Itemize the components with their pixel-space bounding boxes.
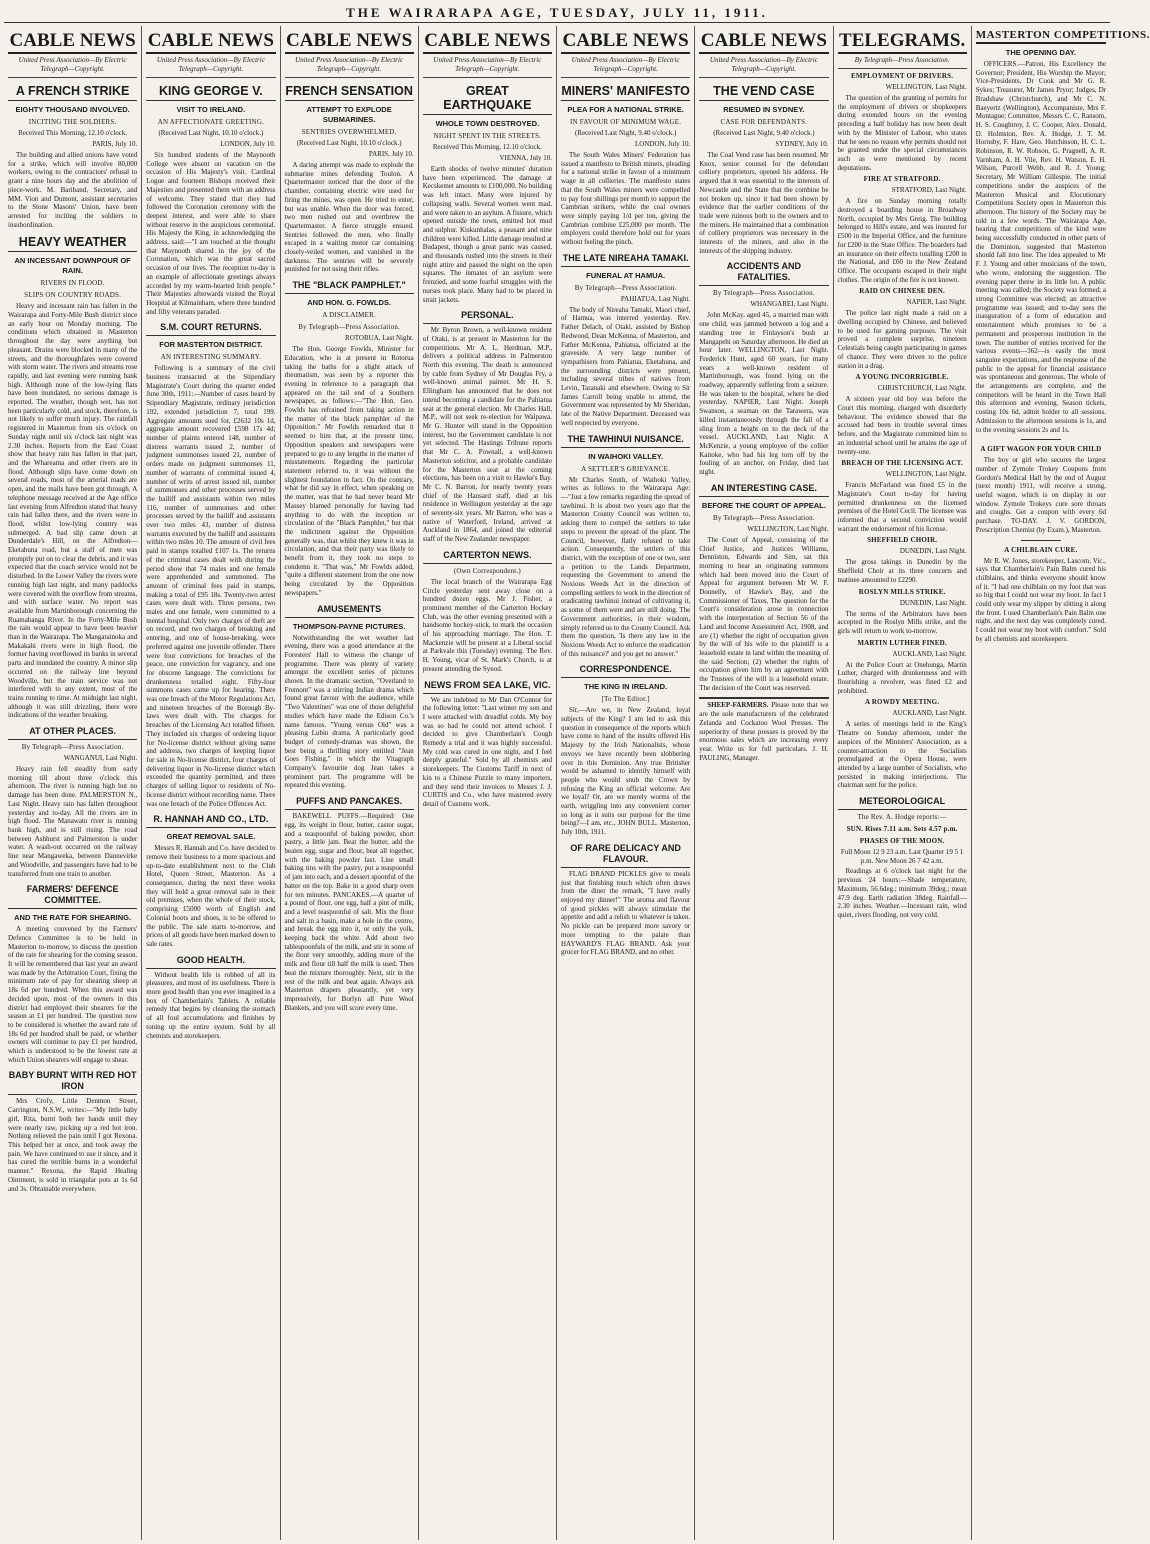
credit-line: By Telegraph—Press Association.: [712, 513, 815, 522]
headline: AN INTERESTING CASE.: [699, 483, 828, 497]
kicker: CASE FOR DEFENDANTS.: [720, 118, 808, 126]
headline: EMPLOYMENT OF DRIVERS.: [851, 72, 954, 80]
article-body: A sixteen year old boy was before the Court this morning, charged with disorderly behaviour. The evidence showed that the accused had been in trouble several times before, and the Magistrate committed him to an industrial school until he attains the age of twenty-one.: [837, 395, 967, 456]
column-6: [695, 26, 833, 1540]
column-1: [4, 26, 142, 1540]
dateline: STRATFORD, Last Night.: [891, 186, 967, 195]
article-body: Sir,—Are we, in New Zealand, loyal subjects of the King? I am led to ask this question in consequence of the reports which have come to hand of the insults offered His Majesty by the Irish Nationalists, whose envoys we have recently been slobbering over in this Dominion. Any true Britisher would be ashamed to identify himself with people who would snub the Crown by refusing the King an official welcome. Are we loyal? Or, are we merely worms of the earth, wriggling into any convenient corner so long as it suits our purpose for the time being?—I am, etc., JOHN BULL. Masterton, July 10th, 1911.: [561, 706, 691, 837]
headline: FRENCH SENSATION: [285, 84, 414, 101]
article-body: John McKay, aged 45, a married man with one child, was jammed between a log and a standing tree in Finlayson's bush at Mangapehi on Saturday afternoon. He died an hour later. WELLINGTON, Last Night. Frederick Hunt, aged 60 years, for many years a well-known resident of Martinborough, was found lying on the roadway, apparently suffering from a seizure. He was taken to the hospital, where he died yesterday. NAPIER, Last Night. Joseph Swanson, a seaman on the Tarawera, was killed instantaneously through the fall of a sling from a height on to the deck of the vessel. AUCKLAND, Last Night. A McKenzie, a young employee of the collier Kaitoke, who had his leg torn off by the fouling of an anchor, on Friday, died last night.: [699, 311, 829, 477]
article-body: Following is a summary of the civil business transacted at the Stipendiary Magistrate's Court during the quarter ended June 30th, 1911:—Number of cases heard by Stipendiary Magistrate, ordinary jurisdiction 192, extended jurisdiction 7, total 199. Aggregate amounts sued for, £2632 10s 1d, aggregate amount recovered £598 17s 4d; number of plaints entered 148, number of distress warrants issued 2, number of judgment summonses issued 21, number of orders made on judgment summonses 11, number of warrants of committal issued 4, number of writs of arrest issued nil, number of summonses and other processes served by the bailiff and assistants within two miles 116, number of summonses and other processes served by the bailiff and assistants over two miles 43, number of distress warrants executed by the bailiff and assistants within two miles 10. The amount of civil fees paid in stamps totalled £107 1s. The returns of the criminal cases dealt with during the period show that 74 males and one female were apprehended and summoned. The amount of criminal fees paid in stamps, making a total of £95 18s. Twenty-two arrest cases were dealt with. Three persons, two males and one female, were committed to a mental hospital. Only two charges of theft are on record, and two charges of breaking and entering, and one of house-breaking, were preferred against one juvenile offender. There were four convictions for breaches of the peace, one conviction for vagrancy, and one for obscene language. The convictions for drunkenness totalled eight. Fifty-four summons cases came up for hearing. There was one breach of the Motor Regulations Act, and nineteen breaches of the Borough By-laws were dealt with. The charges for breaches of the Licensing Act totalled fifteen. They included six charges of ordering liquor for No-license district without giving name and address, two charges of keeping liquor for sale in No-license district, four charges of delivering liquor in No-license district which exceeded the quantity permitted, and three charges of selling liquor to residents of No-license district without recording name. There was one breach of the Police Offences Act.: [146, 364, 276, 808]
received-time: (Received Last Night, 10.10 o'clock.): [296, 139, 402, 147]
credit-line: By Telegraph—Press Association.: [21, 743, 124, 752]
headline: BABY BURNT WITH RED HOT IRON: [8, 1070, 137, 1095]
article-body: Francis McFarland was fined £5 in the Magistrate's Court to-day for having permitted drunkenness on the licensed premises of the Hotel Cecil. The licensee was informed that a second conviction would warrant the endorsement of his license.: [837, 481, 967, 533]
headline: SHEFFIELD CHOIR.: [867, 536, 938, 545]
section-head: MASTERTON COMPETITIONS.: [976, 26, 1106, 44]
section-head: CABLE NEWS: [285, 26, 414, 54]
section-head: CABLE NEWS: [8, 26, 137, 54]
article-body: The Hon. George Fowlds, Minister for Education, who is at present in Rotorua taking the baths for a slight attack of rheumatism, was seen by a reporter this evening in reference to a paragraph that appeared on the tail end of a Southern newspaper, as follows:—"The Hon. Geo. Fowlds has refrained from taking action in the matter of the black pamphlet of the Opposition." Mr Fowlds remarked that it seemed to him that, at the present time, Opposition speakers and newspapers were prepared to go to any lengths in the matter of misstatements. Regarding the particular statement referred to, it was without the slightest foundation in fact. On the contrary, what he did say in effect, when speaking on the matter, was that he had never heard Mr Massey blamed personally for having had anything to do with the inception or circulation of the "Black Pamphlet," but that the indictment against the Opposition generally was, that whilst they knew it was in circulation, and that their party was likely to benefit from it, they took no steps to condemn it. "That was," Mr Fowlds added, "quite a different statement from the one now being circulated by the Opposition newspapers.": [284, 345, 414, 597]
section-head: CABLE NEWS: [561, 26, 690, 54]
masthead: THE WAIRARAPA AGE, TUESDAY, JULY 11, 1911.: [346, 5, 768, 20]
headline: A ROWDY MEETING.: [864, 698, 940, 707]
article-body: The Coal Vend case has been resumed. Mr Knox, senior counsel for the defendant colliery proprietors, opened his address. He argued that it was essential to the interests of Newcastle and the State that the combine be not broken up, since it had been shown by evidence that the earlier conditions of the trade were ruinous both to the owners and to the miners. He maintained that a combination of colliery proprietors was necessary in the interests of the miners, and also in the interests of the shipping industry.: [699, 151, 829, 255]
article-body: Mrs Crofy, Little Denmon Street, Carrington, N.S.W., writes:—"My little baby girl, Rita, burnt both her hands until they were nearly raw, picking up a red hot iron. Nothing relieved the pain until I got Rexona. This helped her at once, and took away the pain. We have continued to use it since, and it has cured the terrible burns in a wonderful manner." Rexona, the Rapid Healing Ointment, is sold in triangular pots at 1s 6d and 3s. Obtainable everywhere.: [8, 1097, 138, 1193]
kicker: INCITING THE SOLDIERS.: [28, 118, 117, 126]
article-body: Without health life is robbed of all its pleasures, and most of its usefulness. There is more good health than you ever imagined in a box of Chamberlain's Tablets. A reliable remedy that begins by cleansing the stomach of all foul accumulations and finishes by toning up the entire system. Sold by all chemists and storekeepers.: [146, 970, 276, 1040]
article-body: Heavy rain fell steadily from early morning till about three o'clock this afternoon. The river is running high but no damage has been done. PALMERSTON N., Last Night. Heavy rain has fallen throughout yesterday and to-day. All the rivers are in high flood. The Manawatu river is running bank high, and is still rising. The road between Ashhurst and Palmerston is under water. A wash-out occurred on the railway line near Mangaweka, between Dannevirke and Woodville, and passengers have had to be transferred from one train to another.: [8, 765, 138, 878]
received-time: Received This Morning, 12.10 o'clock.: [432, 143, 542, 151]
dateline: WELLINGTON, Last Night.: [885, 83, 967, 91]
headline: THE TAWHINUI NUISANCE.: [561, 434, 690, 448]
article-body: The police last night made a raid on a dwelling occupied by Chinese, and believed to be used for gaming purposes. The visit proved a complete surprise, nineteen Celestials being caught participating in games of chance. They were driven to the police station in a drag.: [837, 309, 967, 370]
article-body: Mr Charles Smith, of Waihoki Valley, writes as follows to the Wairarapa Age:—"Just a few remarks regarding the spread of tawhinui. It is about two years ago that the Masterton County Council was written to, asking them to compel the settlers to take steps to prevent the spread of the plant. The Council, however, flatly refused to take action. Consequently, the settlers of this district, with the exception of one or two, sent a petition to the Lands Department, requesting the Government to amend the Noxious Weeds Act in the direction of compelling settlers to work in the direction of eradicating tawhinui instead of cultivating it, as some of them were and are still doing. The Government authorities, in their wisdom, simply referred us to the County Council. Ask them the question, 'Is there any law in the Noxious Weeds Act to enforce the eradication of this nuisance?' and you get no answer.": [561, 475, 691, 658]
subhead: RESUMED IN SYDNEY.: [723, 105, 805, 114]
credit-line: By Telegraph—Press Association.: [838, 54, 967, 69]
subhead: WHOLE TOWN DESTROYED.: [435, 119, 540, 128]
dateline: DUNEDIN, Last Night.: [899, 598, 967, 607]
received-time: Received This Morning, 12.10 o'clock.: [18, 129, 128, 137]
subhead: PLEA FOR A NATIONAL STRIKE.: [567, 105, 684, 114]
dateline: PARIS, July 10.: [368, 150, 414, 158]
received-time: (Received Last Night, 10.10 o'clock.): [158, 129, 264, 137]
dateline: AUCKLAND, Last Night.: [892, 709, 967, 718]
kicker: RIVERS IN FLOOD.: [40, 279, 105, 288]
dateline: AUCKLAND, Last Night.: [892, 649, 967, 658]
article-body: FLAG BRAND PICKLES give to meals just that finishing touch which often draws from the diner the remark, "I have really enjoyed my dinner!" The aroma and flavour of good pickles will always stimulate the appetite and add a relish to whatever is taken. No pickle can be prepared more savory or more tempting to the palate than HAYWARD'S FLAG BRAND. Ask your grocer for FLAG BRAND, and no other.: [561, 869, 691, 957]
article-body: Notwithstanding the wet weather last evening, there was a good attendance at the Foresters' Hall to witness the change of programme. There was plenty of variety amongst the excellent series of pictures shown. In the dramatic section, "Overland to Fremont" was a stirring Indian drama which found great favour with the audience, while "Two Valentines" was one of those delightful studies which have made the Edison Co.'s name famous. "Young versus Old" was a pleasing Lubin drama. A particularly good budget of comedy-dramas was shown, the best being a thrilling story entitled "Jean Goes Fishing," in which the Vitagraph Company's favourite dog Jean takes a prominent part. The programme will be repeated this evening.: [284, 633, 414, 790]
article-body: We are indebted to Mr Dan O'Connor for the following letter: "Last winter my son and I were attacked with dreadful colds. My boy was so bad he could not attend school. I decided to give Chamberlain's Cough Remedy a trial and it was highly successful. My cold was cured in one night, and I feel deeply grateful." Sold by all chemists and storekeepers. The Customs Tariff in next of kin to a Chinese Puzzle to many importers, and they send their invoices to Messrs J. J. CURTIS and Co., who have mastered every detail of Customs work.: [422, 695, 552, 808]
credit-line: United Press Association—By Electric Telegraph—Copyright.: [146, 54, 275, 78]
dateline: DUNEDIN, Last Night.: [899, 547, 967, 556]
column-5: [557, 26, 695, 1540]
section-head: CABLE NEWS: [699, 26, 828, 54]
headline: GREAT EARTHQUAKE: [423, 84, 552, 115]
article-body: The body of Nireaha Tamaki, Maori chief, of Hamua, was interred yesterday. Rev. Father Delach, of Otaki, assisted by Bishop Redwood, Dean McKenna, of Masterton, and Father McKenna, Pahiatua, officiated at the graveside. A very large number of sympathisers from Pahiatua, Eketahuna, and the surrounding districts were present, including several tribes of natives from Levin, Taranaki and elsewhere. Owing to Sir James Carroll being unable to attend, the Government was represented by Mr Sheridan, late of the Native Department. Deceased was well respected by everyone.: [561, 305, 691, 427]
headline: AT OTHER PLACES.: [8, 726, 137, 740]
dateline: PAHIATUA, Last Night.: [620, 294, 691, 303]
article-body: BAKEWELL PUFFS.—Required: One egg, its weight in flour, butter, castor sugar, and a teaspoonful of baking powder, short pastry, a little jam. Beat the butter, add the beaten egg, sugar and flour, beat all together, with the baking powder last. Line small baking tins with the pastry, put a teaspoonful of jam into each, and a dessert spoonful of the batter on the top. Bake in a good sharp oven for ten minutes. PANCAKES.—A quarter of a pound of flour, one egg, half a pint of milk, and a level teaspoonful of salt. Mix the flour and salt in a basin, make a hole in the centre, and break the egg into it, or only the yolk, keeping back the white. Add about two tablespoonfuls of the milk, and stir in some of the flour very smoothly, adding more of the milk and flour till half the milk is used. Then beat the mixture thoroughly. Next, stir in the rest of the milk and beat again. Always ask Masterton drapers pleasantly, yet very impressively, for Borlyn all Pure Wool Blankets, and you will score every time.: [284, 812, 414, 1012]
headline: HEAVY WEATHER: [8, 235, 137, 252]
article-body: Readings at 6 o'clock last night for the previous 24 hours:—Shade temperature, Maximum, 56.6deg.; minimum 39deg.; mean 47.9 deg. Earth radiation 38deg. Rainfall—2.30 inches. Weather.—Incessant rain, wind quiet, rivers flooding, not very cold.: [837, 867, 967, 919]
credit-line: United Press Association—By Electric Telegraph—Copyright.: [8, 54, 137, 78]
headline: A GIFT WAGON FOR YOUR CHILD: [980, 445, 1102, 454]
article-body: Mr Byron Brown, a well-known resident of Otaki, is at present in Masterton for the competitions. Mr A. L. Herdman, M.P., delivers a political address in Palmerston North this evening. The death is announced by cable from Sydney of Mr Douglas Fry, a well-known animal painter. Mr H. S. Ellingham has announced that he does not intend becoming a candidate for the Pahiatua seat at the general election. Mr Charles Hall, M.P., will not seek re-election for Waipawa. Mr G. Hunter will stand in the Opposition interest, but the Government candidate is not yet selected. The Hastings Tribune reports that Mr C. A. Pownall, a well-known Masterton solicitor, and a probable candidate for the Masterton seat at the coming elections, has been on a visit to Hawke's Bay. Mr C. N. Barron, for nearly twenty years chief of the Hansard staff, died at his residence in Wellington yesterday at the age of seventy-six years. Mr Barron, who was a native of Waterford, Ireland, arrived at Auckland in 1864, and joined the editorial staff of the New Zealander newspaper.: [422, 326, 552, 544]
column-8: [972, 26, 1150, 1540]
section-head: CABLE NEWS: [146, 26, 275, 54]
article-body: OFFICERS.—Patron, His Excellency the Governor; President, His Worship the Mayor; Vice-Presidents, Dr Cook and Mr G. R. Sykes; Treasurer, Mr James Pryor; Judges, Dr Bradshaw (Christchurch), and Mr C. N. Baeyertz (Wellington), Accompaniste, Mrs F. Montague; Committee, Messrs C. C. Ransom, H. S. Coughtrey, J. C. Cooper, Alex. Donald, D. Holmston, Rev. A. Hodge, J. T. M. Hornsby, F. Hare, Geo. Hutchinson, H. C. L. Robinson, R. W. Robson, G. Pragnell, A. R. Varnham, A. H. Vile, Rev. H. Watson, E. H. Wilson, Purcell Webb, and R. J. Young; Secretary, Mr William Gillespie. The initial competitions under the auspices of the Masterton Musical and Elocutionary Competitions Society open in Masterton this afternoon. The history of the Society may be told in a few words. The Wairarapa Age, hearing that competitions of the kind were being successfully conducted in other parts of the Dominion, suggested that Masterton should fall into line. The idea appealed to Mr F. J. Young and other musicians of the town, who wrote, endorsing the suggestion. The evening paper threw in its little lot. A public meeting was called; the Society was formed; a strong Committee was elected; an attractive programme was issued; and to-day sees the inauguration of a form of education and entertainment which promises to be a permanent and prosperous institution in the town. The number of entries received for the various events—362—is easily the most sanguine expectations, and the response of the public to the appeal for financial assistance was spontaneous and generous. The whole of the arrangements are complete, and the competitors will be heard in the Town Hall this afternoon and evening. Season tickets, costing 10s 6d, admit holder to all sessions. Admission to the afternoon sessions is 1s, and to the evening sessions 2s and 1s.: [975, 60, 1106, 434]
kicker: AN AFFECTIONATE GREETING.: [157, 118, 265, 126]
kicker: A SETTLER'S GRIEVANCE.: [581, 464, 671, 473]
credit-line: United Press Association—By Electric Telegraph—Copyright.: [561, 54, 690, 78]
article-body: A meeting convened by the Farmers' Defence Committee is to be held in Masterton to-morrow, to discuss the question of the rate for shearing for the coming season. It will be remembered that last year an award was made by the Arbitration Court, fixing the minimum rate of pay for shearing sheep at 18s 6d per hundred. When this award was decided upon, most of the owners in this district had employed their shearers for the season at £1 per hundred. The question now to be considered is whether the award rate of 18s 6d per hundred shall be paid, or whether owners will continue to pay £1 per hundred, which is understood to be the lowest rate at which Union shearers will engage to shear.: [8, 925, 138, 1064]
headline: MINERS' MANIFESTO: [561, 84, 690, 101]
dateline: WHANGAREI, Last Night.: [750, 300, 829, 309]
credit-line: By Telegraph—Press Association.: [574, 283, 677, 292]
article-body: The question of the granting of permits for the employment of drivers or shopkeepers during extended hours on the evening preceding a half holiday has now been dealt with by the Minister of Labour, who states that he sees no reason why permits should not be granted under the special circumstances such as were mentioned by recent deputations.: [837, 94, 967, 172]
dateline: NAPIER, Last Night.: [906, 298, 967, 307]
article-body: The Court of Appeal, consisting of the Chief Justice, and Justices Williams, Denniston, Edwards and Sim, sat this morning to hear an originating summons which had been moved into the Court of Appeal for argument between Mr W. F. Donnelly, of Hawke's Bay, and the Commissioner of Taxes. The question for the Court's consideration arose in connection with the interpretation of Section 56 of the Land and Income Assessment Act, 1908, and are (1) whether the right of occupation given by the will of his wife to the plaintiff is a leasehold estate in land within the meaning of the said Section; (2) whether the rights of occupation given him by an agreement with the Trustees of the will is a leasehold estate. The decision of the Court was reserved.: [699, 535, 829, 692]
dateline: VIENNA, July 10.: [499, 154, 552, 162]
headline: R. HANNAH AND CO., LTD.: [146, 814, 275, 828]
article-body: Earth shocks of twelve minutes' duration have been experienced. The damage at Kecskemet amounts to £100,000. No building was left intact. Many were injured by collapsing walls. Several women went mad, and were taken to an asylum. A fissure, which opened outside the town, emitted hot mud and sulphur. Kiskunhalas, a peasant and nine children were killed. Little damage resulted at Budapest, though a great panic was caused, and thousands rushed into the streets in their night attire and passed the night on the open squares. The inmates of an asylum were frenzied, and some fearful struggles with the nurses took place. Many had to be placed in strait jackets.: [422, 165, 552, 304]
subhead: AND HON. G. FOWLDS.: [307, 298, 391, 308]
article-body: Six hundred students of the Maynooth College were absent on vacation on the occasion of His Majesty's visit. Cardinal Logue and fourteen Bishops received their Majesties and presented them with an address of welcome. They stated that they had followed the Coronation ceremony with the deepest interest, and were able to share without reserve in the auspicious ceremonial. His Majesty the King, in acknowledging the address, said:—"I am touched at the thought that Maynooth shared in the joy of the Coronation, which was the great sacred occasion of our lives. The reception to-day is an example of affectionate greetings always accorded by my warm-hearted Irish people." Their Majesties afterwards visited the Royal Hospital at Kilmainham, where three hundred and fifty veterans paraded.: [146, 151, 276, 316]
masthead-rule: [4, 22, 1110, 23]
advertisement-body: [699, 701, 828, 762]
kicker: (Own Correspondent.): [453, 566, 521, 575]
newspaper-page: [4, 26, 1150, 1540]
kicker: A DISCLAIMER.: [322, 311, 376, 320]
headline: THE VEND CASE: [699, 84, 828, 101]
kicker: IN FAVOUR OF MINIMUM WAGE.: [570, 118, 682, 126]
article-body: The South Wales Miners' Federation has issued a manifesto to British miners, pleading for a national strike in favour of a minimum wage in all collieries. The manifesto states that the South Wales miners were compelled to pay four shillings per month to support the Cambrian strikers, while the coal owners were simply paying 1/d per ton, giving the Cambrian combine £25,000 per month. The employers could therefore hold out for years without feeling the pinch.: [561, 151, 691, 247]
subhead: GREAT REMOVAL SALE.: [166, 832, 256, 842]
subhead: THOMPSON-PAYNE PICTURES.: [292, 621, 406, 631]
article-body: The local branch of the Wairarapa Egg Circle yesterday sent away close on a hundred dozen eggs. Mr J. Fisher, a prominent member of the Carterton Hockey Club, was the other evening presented with a handsome hockey-stick, to mark the occasion of his approaching marriage. The Hon. T. Mackenzie will be present at a Liberal social at Parkvale this (Tuesday) evening. The Rev. H. Young, vicar of St. Mark's Church, is at present attending the Synod.: [422, 577, 552, 673]
credit-line: By Telegraph—Press Association.: [712, 289, 815, 298]
headline: GOOD HEALTH.: [146, 955, 275, 969]
subhead: FOR MASTERTON DISTRICT.: [159, 340, 263, 350]
article-body: The boy or girl who secures the largest number of Zymole Trokey Coupons from Gordon's Medical Hall by the end of August (next month) 1911, will receive a strong, useful wagon, which is on display in our window. Zymole Trokeys cure sore throats and coughs. Get a coupon with every 6d purchase. TO-DAY. J. V. GORDON, Prescription Chemist (by Exam.), Masterton.: [975, 456, 1106, 534]
article-body: The gross takings in Dunedin by the Sheffield Choir at its three concerts and matinee amounted to £2290.: [837, 558, 967, 584]
kicker: NIGHT SPENT IN THE STREETS.: [433, 132, 542, 140]
article-body: The terms of the Arbitrators have been accepted in the Roslyn Mills strike, and the girls will return to work to-morrow.: [837, 609, 967, 635]
headline: RAID ON CHINESE DEN.: [859, 287, 945, 296]
headline: BREACH OF THE LICENSING ACT.: [841, 459, 963, 468]
divider: [699, 697, 828, 699]
headline: ROSLYN MILLS STRIKE.: [858, 587, 946, 596]
headline: PERSONAL.: [423, 310, 552, 324]
credit-line: United Press Association—By Electric Telegraph—Copyright.: [699, 54, 828, 78]
headline: FIRE AT STRATFORD.: [863, 175, 941, 184]
subhead: ATTEMPT TO EXPLODE SUBMARINES.: [306, 105, 392, 124]
ad-text: Please note that we are the sole manufacturers of the celebrated Zelanda and Cockatoo Wool Presses. The superiority of these presses is proved by the enormous sales which are increasing every year. Write us for full particulars. J. H. PAULING, Manager.: [699, 701, 829, 762]
headline: FARMERS' DEFENCE COMMITTEE.: [8, 884, 137, 909]
kicker: The Rev. A. Hodge reports:—: [857, 813, 947, 822]
column-2: [142, 26, 280, 1540]
headline: THE "BLACK PAMPHLET.": [285, 280, 414, 294]
subhead: EIGHTY THOUSAND INVOLVED.: [15, 105, 130, 114]
headline: CORRESPONDENCE.: [561, 664, 690, 678]
headline: NEWS FROM SEA LAKE, VIC.: [423, 680, 552, 694]
headline: AMUSEMENTS: [285, 604, 414, 618]
article-body: A fire on Sunday morning totally destroyed a boarding house in Broadway North, occupied by Mrs Greig. The building belonged to Hill's estate, and was insured for £500 in the Imperial Office, and the furniture for £200 in the State Office. The boarders had an insurance on their effects totalling £200 in the National, and £60 in the New Zealand Office. The occupants escaped in their night clothes. The origin of the fire is not known.: [837, 197, 967, 284]
moon-phases: Full Moon 12 9 23 a.m. Last Quarter 19 5 1 p.m. New Moon 26 7 42 a.m.: [840, 848, 964, 865]
dateline: ROTORUA, Last Night.: [345, 334, 414, 343]
subhead: THE OPENING DAY.: [1005, 48, 1076, 57]
sun-times: SUN. Rises 7.11 a.m. Sets 4.57 p.m.: [846, 825, 958, 834]
credit-line: United Press Association—By Electric Telegraph—Copyright.: [423, 54, 552, 78]
headline: A CHILBLAIN CURE.: [1004, 545, 1078, 554]
article-body: Messrs R. Hannah and Co. have decided to remove their business to a more spacious and up-to-date establishment next to the Club Hotel, Queen Street, Masterton. As a consequence, during the next three weeks they will hold a great removal sale in their old premises, when the whole of their stock, comprising £5000 worth of English and Colonial boots and shoes, is to be offered to the public. The sale starts to-morrow, and prices of all goods have been marked down to sale rates.: [146, 844, 276, 948]
dateline: SYDNEY, July 10.: [775, 140, 829, 148]
kicker: [To The Editor.]: [601, 695, 650, 704]
kicker: AN INTERESTING SUMMARY.: [160, 353, 262, 362]
headline: A FRENCH STRIKE: [8, 84, 137, 101]
dateline: WELLINGTON, Last Night.: [885, 470, 967, 479]
subhead: VISIT TO IRELAND.: [176, 105, 246, 114]
article-body: Heavy and incessant rain has fallen in the Wairarapa and Forty-Mile Bush district since an early hour on Monday morning. The conditions which obtained in Masterton throughout the day were anything but pleasant. Drains were blocked in many of the streets, and the thoroughfares were covered with storm water. The rivers and streams rose rapidly, and last evening were running bank high. Although none of the low-lying flats have been inundated, no serious damage is reported. The weather, though wet, has not been particularly cold, and stock, therefore, is not likely to suffer much injury. The rainfall registered in Masterton from six o'clock on Sunday night until six o'clock last night was 2.30 inches. Reports from the East Coast show that heavy rain has fallen in that part, and the Whareama and other rivers are in flood. Although slips have come down on several roads, most of the arterial roads are open, and the mails have been got through. A telephone message received at the Age office last evening from Alfredton stated that heavy rain had fallen there, and the rivers were in flood, whilst low-lying country was submerged. A bad slip came down at Dunderdale's Hill, on the Alfredton—Eketahuna road, but a staff of men was promptly put on to clear the debris, and it was expected that the coach service would not be disturbed. In the Lower Valley the rivers were running high last night, and many paddocks were covered with the overflow from streams, and with surface water. No report was available from Martinborough concerning the Ruamahanga River. In the Forty-Mile Bush the rain would appear to have been heavier than in the Wairarapa. The Mangatainoka and Makakahi rivers were in high flood, the former having overflowed its banks in several parts and inundated the country. A minor slip occurred on the railway line beyond Woodville, but the train service was not interfered with to any extent, most of the trains running to time. At midnight last night, although it was still drizzling, there were indications of the weather breaking.: [8, 302, 138, 720]
ad-lead: SHEEP-FARMERS.: [707, 701, 769, 710]
headline: PUFFS AND PANCAKES.: [285, 796, 414, 810]
kicker: SLIPS ON COUNTRY ROADS.: [24, 291, 122, 300]
column-7: [834, 26, 972, 1540]
headline: OF RARE DELICACY AND FLAVOUR.: [561, 843, 690, 868]
kicker: SENTRIES OVERWHELMED.: [301, 128, 397, 136]
dateline: LONDON, July 10.: [635, 140, 691, 148]
divider: [1021, 439, 1061, 440]
divider: [1021, 540, 1061, 541]
dateline: WELLINGTON, Last Night.: [747, 524, 829, 533]
subhead: BEFORE THE COURT OF APPEAL.: [701, 500, 826, 510]
headline: THE LATE NIREAHA TAMAKI.: [561, 253, 690, 267]
subhead: IN WAIHOKI VALLEY.: [588, 451, 664, 461]
headline: MARTIN LUTHER FINED.: [857, 638, 947, 647]
dateline: WANGANUI, Last Night.: [63, 754, 138, 763]
credit-line: By Telegraph—Press Association.: [298, 323, 401, 332]
article-body: Mr R. W. Jones, storekeeper, Lascom, Vic., says that Chamberlain's Pain Balm cured his chilblains, and thinks everyone should know of it. "I had one chilblain on my foot that was so big that I could not wear my boot. In fact I could only wear my slipper by slitting it along the front. I used Chamberlain's Pain Balm one night, and the next day was completely cured. I could not wear my boot with comfort." Sold by all chemists and storekeepers.: [975, 556, 1106, 643]
received-time: (Received Last Night, 9.40 o'clock.): [574, 129, 677, 137]
article-body: A daring attempt was made to explode the submarine mines defending Toulon. A Quartermaster noticed that the door of the chamber, containing electric wire used for firing the mines, was open. He tried to enter, but was unable. When the door was forced, two men rushed out and overthrew the Quartermaster. A fierce struggle ensued. Sentries followed the men, who finally escaped in a waiting motor car containing closely-veiled women, and vanished in the darkness. The sentries will be severely punished for not using their rifles.: [284, 161, 414, 274]
section-head: TELEGRAMS.: [838, 26, 967, 54]
headline: ACCIDENTS AND FATALITIES.: [699, 261, 828, 286]
subhead: AND THE RATE FOR SHEARING.: [14, 913, 132, 923]
headline: CARTERTON NEWS.: [423, 550, 552, 564]
dateline: CHRISTCHURCH, Last Night.: [877, 384, 967, 393]
headline: KING GEORGE V.: [146, 84, 275, 101]
headline: A YOUNG INCORRIGIBLE.: [855, 373, 949, 382]
column-4: [419, 26, 557, 1540]
dateline: LONDON, July 10.: [220, 140, 276, 148]
headline: METEOROLOGICAL: [838, 796, 967, 810]
subhead: FUNERAL AT HAMUA.: [586, 270, 666, 280]
received-time: (Received Last Night, 9.40 o'clock.): [713, 129, 815, 137]
column-3: [281, 26, 419, 1540]
dateline: PARIS, July 10.: [92, 140, 138, 148]
article-body: A series of meetings held in the King's Theatre on Sunday afternoon, under the auspices of the Ministers' Association, as a counter-attraction to the Socialists promulgated at the Opera House, were attended by a large number of Socialists, who persisted in making interjections. The chairman sent for the police.: [837, 720, 967, 790]
subhead: THE KING IN IRELAND.: [584, 682, 668, 692]
credit-line: United Press Association—By Electric Telegraph—Copyright.: [285, 54, 414, 78]
article-body: At the Police Court at Onehunga, Martin Luther, charged with drunkenness and with flourishing a revolver, was fined £2 and prohibited.: [837, 660, 967, 695]
subhead: AN INCESSANT DOWNPOUR OF RAIN.: [14, 256, 131, 276]
article-body: The building and allied unions have voted for a strike, which will involve 80,000 workers, owing to the contractors' refusal to grant a nine hours day and the abolition of piece-work. M. Bariband, Secretary, and MM. Vion and Dumont, assistant secretaries to the Stone Masons' Union, have been arrested for inciting the soldiers to insubordination.: [8, 151, 138, 229]
section-head: CABLE NEWS: [423, 26, 552, 54]
moon-heading: PHASES OF THE MOON.: [859, 837, 945, 846]
headline: S.M. COURT RETURNS.: [146, 322, 275, 336]
